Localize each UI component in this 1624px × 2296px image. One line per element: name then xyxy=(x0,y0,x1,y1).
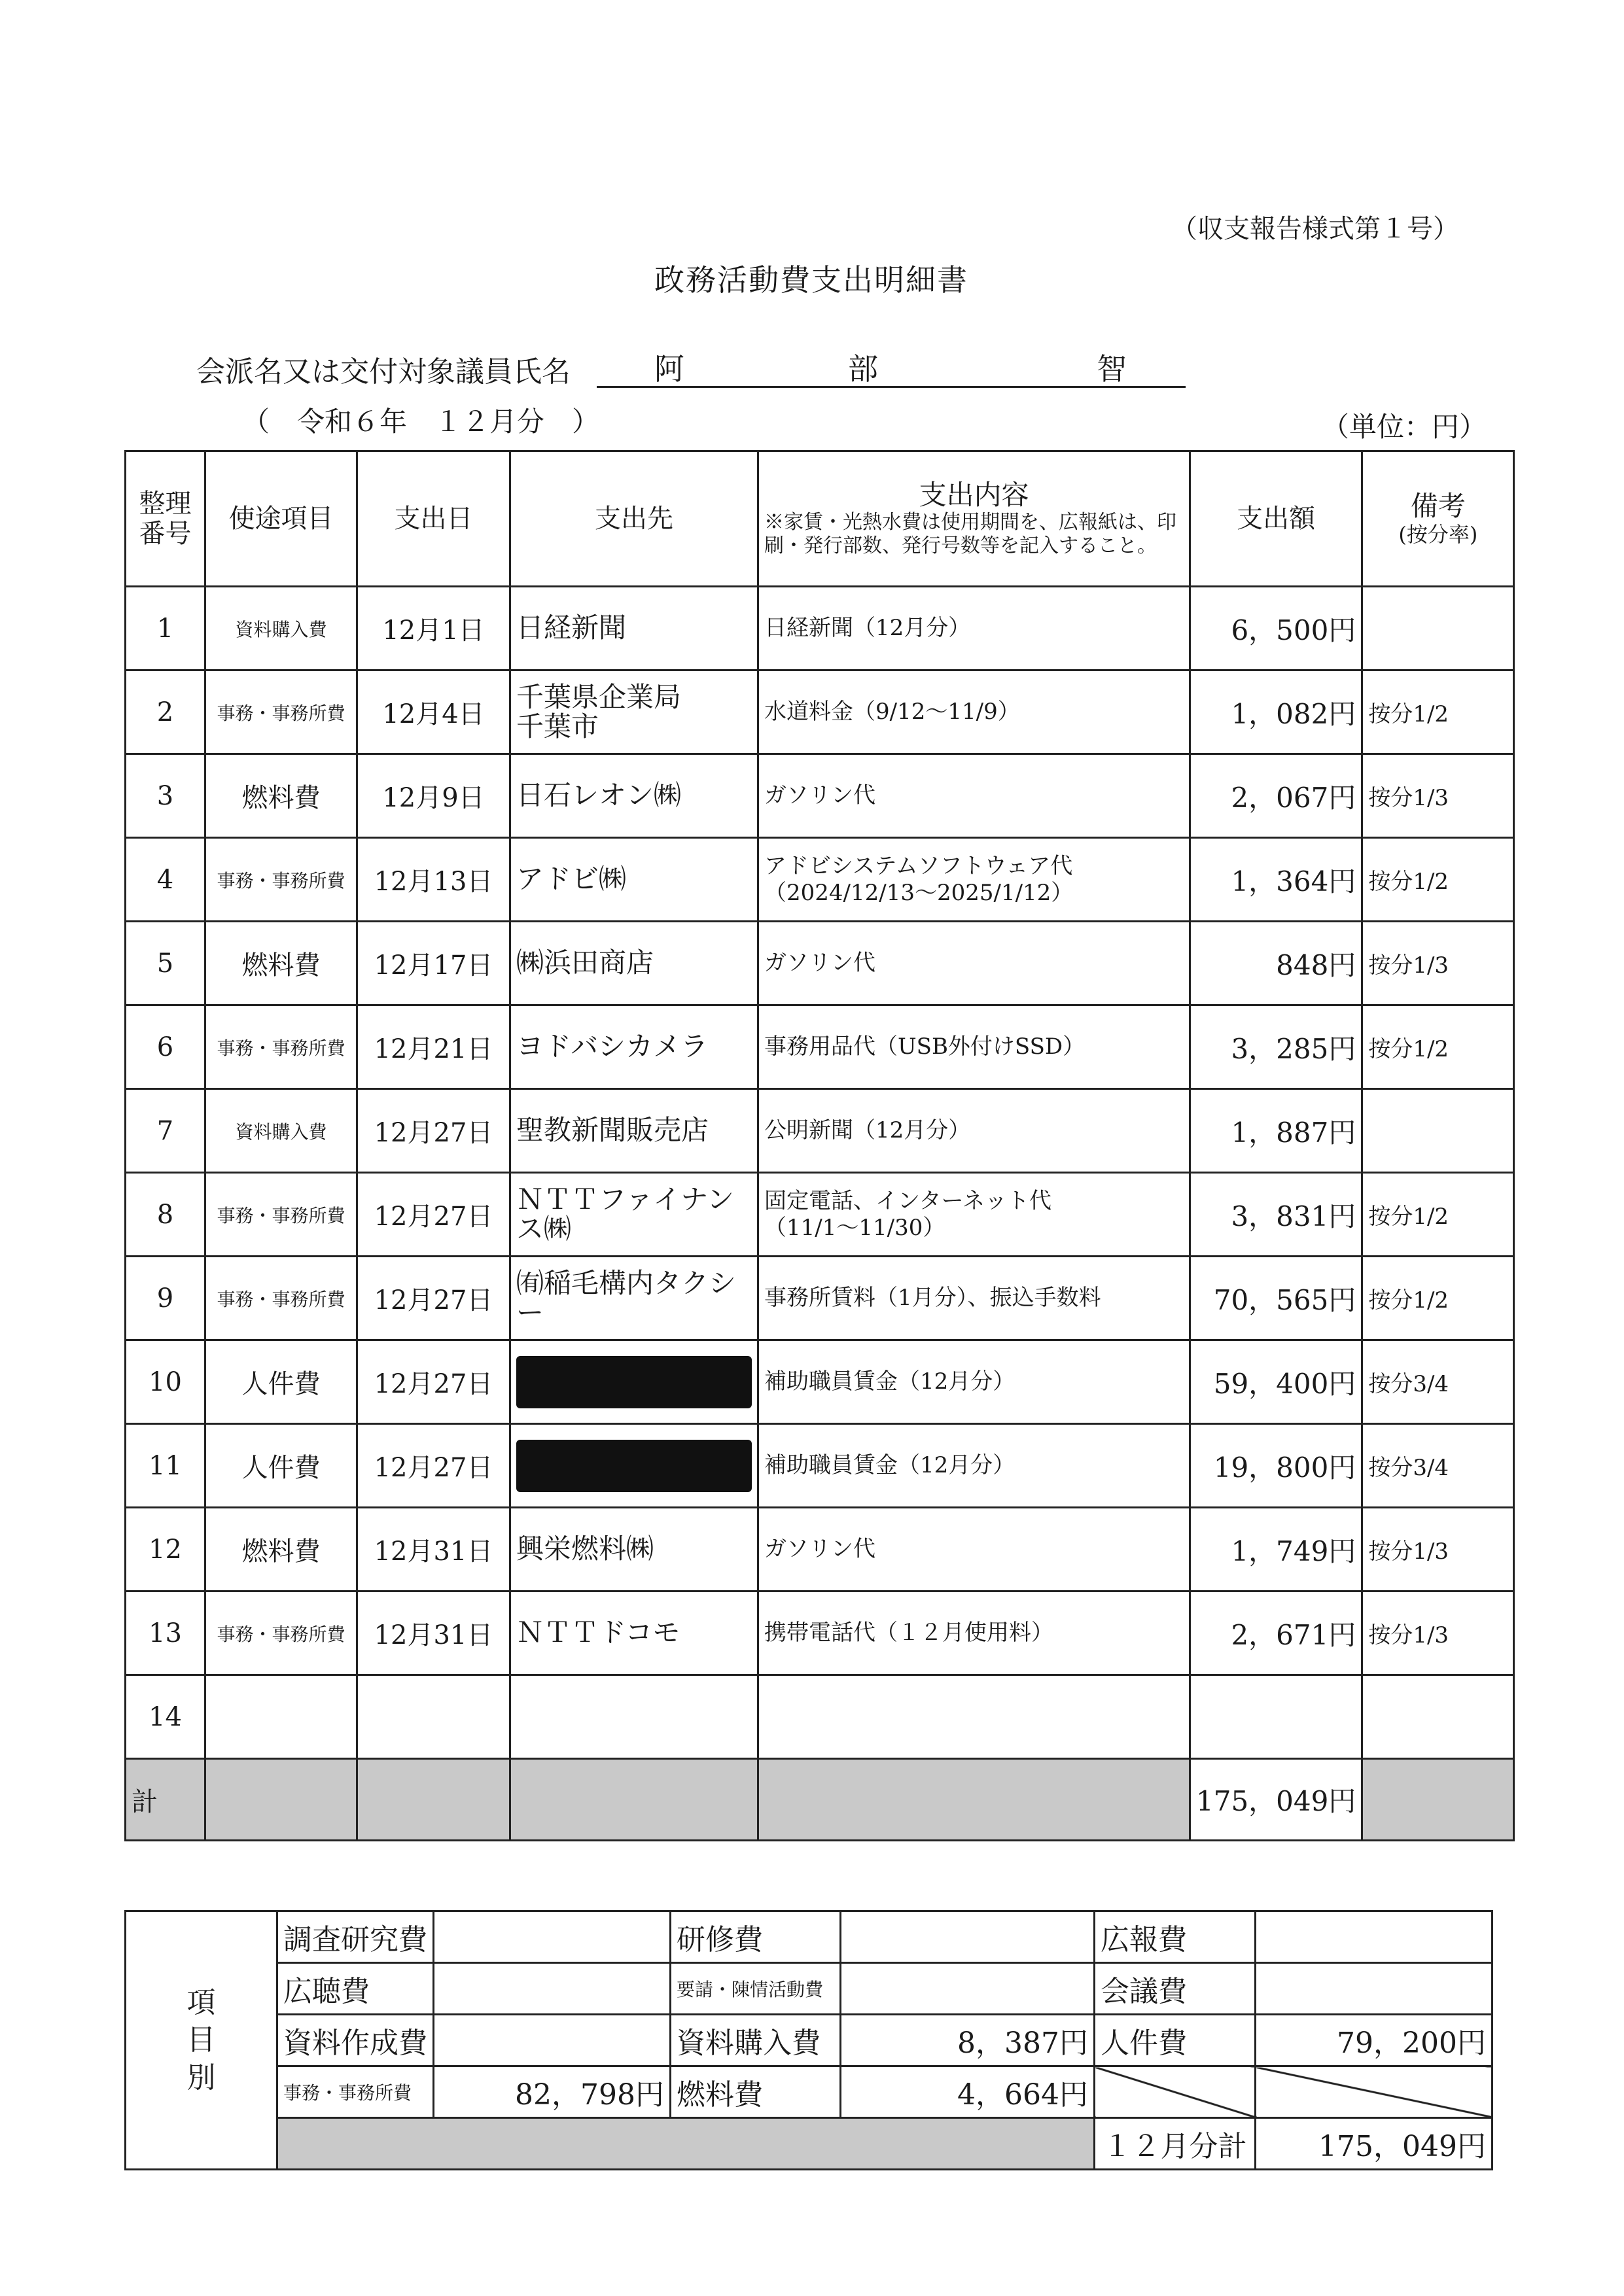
row-category: 燃料費 xyxy=(205,754,357,838)
row-number: 1 xyxy=(126,587,205,670)
row-note xyxy=(1362,1089,1514,1173)
row-number: 3 xyxy=(126,754,205,838)
row-detail: 補助職員賃金（12月分） xyxy=(758,1424,1190,1508)
row-number: 4 xyxy=(126,838,205,922)
row-date: 12月9日 xyxy=(357,754,510,838)
row-date: 12月31日 xyxy=(357,1592,510,1675)
summary-month-total-value: 175，049円 xyxy=(1256,2118,1492,2170)
row-detail: 事務所賃料（1月分）、振込手数料 xyxy=(758,1257,1190,1340)
table-row xyxy=(126,1257,1514,1340)
row-date: 12月13日 xyxy=(357,838,510,922)
row-note: 按分1/2 xyxy=(1362,1257,1514,1340)
row-category: 資料購入費 xyxy=(205,587,357,670)
summary-label-kouchou: 広聴費 xyxy=(277,1963,434,2015)
table-row xyxy=(126,1592,1514,1675)
member-name-char-3: 智 xyxy=(1097,351,1127,387)
row-payee xyxy=(510,1424,758,1508)
row-number: 10 xyxy=(126,1340,205,1424)
row-note: 按分1/3 xyxy=(1362,1508,1514,1592)
redaction-block xyxy=(516,1440,752,1492)
row-note: 按分1/3 xyxy=(1362,1592,1514,1675)
row-category: 燃料費 xyxy=(205,1508,357,1592)
row-detail: 公明新聞（12月分） xyxy=(758,1089,1190,1173)
row-date: 12月1日 xyxy=(357,587,510,670)
row-payee xyxy=(510,1340,758,1424)
header-detail-note: ※家賃・光熱水費は使用期間を、広報紙は、印刷・発行部数、発行号数等を記入すること。 xyxy=(764,511,1176,558)
row-date xyxy=(357,1675,510,1759)
summary-diagonal-cell-2 xyxy=(1256,2066,1492,2118)
summary-value-shiryo-kounyu: 8，387円 xyxy=(841,2015,1095,2066)
table-row xyxy=(126,838,1514,922)
header-note-sub: (按分率) xyxy=(1398,521,1478,547)
row-amount: 6，500円 xyxy=(1190,587,1362,670)
row-payee: アドビ㈱ xyxy=(510,838,758,922)
row-payee: 興栄燃料㈱ xyxy=(510,1508,758,1592)
row-amount xyxy=(1190,1675,1362,1759)
row-number: 14 xyxy=(126,1675,205,1759)
row-amount: 3，831円 xyxy=(1190,1173,1362,1257)
row-date: 12月21日 xyxy=(357,1005,510,1089)
row-number: 2 xyxy=(126,670,205,754)
row-date: 12月27日 xyxy=(357,1089,510,1173)
row-category: 事務・事務所費 xyxy=(205,838,357,922)
table-row xyxy=(126,1005,1514,1089)
row-date: 12月4日 xyxy=(357,670,510,754)
summary-value-shiryo-sakusei xyxy=(434,2015,671,2066)
row-note: 按分1/3 xyxy=(1362,754,1514,838)
summary-label-jimu: 事務・事務所費 xyxy=(277,2066,434,2118)
expense-table-header xyxy=(126,451,1514,587)
row-note: 按分1/2 xyxy=(1362,1005,1514,1089)
row-category: 事務・事務所費 xyxy=(205,1173,357,1257)
row-category: 人件費 xyxy=(205,1424,357,1508)
row-note: 按分1/2 xyxy=(1362,670,1514,754)
summary-shaded-area xyxy=(277,2118,1095,2170)
summary-label-kouhou: 広報費 xyxy=(1095,1911,1256,1963)
row-payee: ＮＴＴファイナンス㈱ xyxy=(510,1173,758,1257)
row-detail: 事務用品代（USB外付けSSD） xyxy=(758,1005,1190,1089)
row-amount: 2，671円 xyxy=(1190,1592,1362,1675)
table-row xyxy=(126,670,1514,754)
member-name-label: 会派名又は交付対象議員氏名 xyxy=(196,355,571,389)
table-row xyxy=(126,754,1514,838)
row-amount: 1，364円 xyxy=(1190,838,1362,922)
header-num: 整理 番号 xyxy=(126,451,205,587)
total-amount: 175，049円 xyxy=(1190,1759,1362,1841)
total-empty-cell xyxy=(205,1759,357,1841)
row-note: 按分3/4 xyxy=(1362,1340,1514,1424)
total-note-cell xyxy=(1362,1759,1514,1841)
row-number: 8 xyxy=(126,1173,205,1257)
summary-side-header: 項 目 別 xyxy=(126,1911,277,2170)
row-amount: 1，749円 xyxy=(1190,1508,1362,1592)
header-category: 使途項目 xyxy=(205,451,357,587)
summary-label-jinken: 人件費 xyxy=(1095,2015,1256,2066)
table-row xyxy=(126,587,1514,670)
table-row xyxy=(126,922,1514,1005)
row-detail: 水道料金（9/12～11/9） xyxy=(758,670,1190,754)
table-row xyxy=(126,1173,1514,1257)
row-payee: ㈱浜田商店 xyxy=(510,922,758,1005)
unit-label: （単位：円） xyxy=(1322,411,1487,443)
row-category: 人件費 xyxy=(205,1340,357,1424)
redaction-block xyxy=(516,1356,752,1408)
row-detail: 固定電話、インターネット代 （11/1～11/30） xyxy=(758,1173,1190,1257)
row-amount: 1，887円 xyxy=(1190,1089,1362,1173)
category-summary-table xyxy=(124,1910,1493,2170)
row-detail: 日経新聞（12月分） xyxy=(758,587,1190,670)
row-payee: ㈲稲毛構内タクシー xyxy=(510,1257,758,1340)
row-note: 按分3/4 xyxy=(1362,1424,1514,1508)
form-number: （収支報告様式第１号） xyxy=(1171,214,1459,244)
row-note xyxy=(1362,587,1514,670)
row-category: 事務・事務所費 xyxy=(205,1257,357,1340)
row-detail: ガソリン代 xyxy=(758,922,1190,1005)
table-row xyxy=(126,1089,1514,1173)
total-empty-cell xyxy=(510,1759,758,1841)
page-title: 政務活動費支出明細書 xyxy=(654,262,968,298)
row-amount: 19，800円 xyxy=(1190,1424,1362,1508)
row-amount: 59，400円 xyxy=(1190,1340,1362,1424)
total-empty-cell xyxy=(357,1759,510,1841)
row-amount: 2，067円 xyxy=(1190,754,1362,838)
row-category: 事務・事務所費 xyxy=(205,670,357,754)
row-number: 5 xyxy=(126,922,205,1005)
summary-label-nenryo: 燃料費 xyxy=(671,2066,841,2118)
summary-label-kaigi: 会議費 xyxy=(1095,1963,1256,2015)
row-detail: ガソリン代 xyxy=(758,754,1190,838)
row-number: 9 xyxy=(126,1257,205,1340)
row-detail: ガソリン代 xyxy=(758,1508,1190,1592)
summary-label-shiryo-sakusei: 資料作成費 xyxy=(277,2015,434,2066)
row-detail: 携帯電話代（１２月使用料） xyxy=(758,1592,1190,1675)
row-note: 按分1/2 xyxy=(1362,1173,1514,1257)
row-number: 11 xyxy=(126,1424,205,1508)
member-name-char-2: 部 xyxy=(848,351,878,387)
summary-label-chousa: 調査研究費 xyxy=(277,1911,434,1963)
row-payee: 聖教新聞販売店 xyxy=(510,1089,758,1173)
row-number: 6 xyxy=(126,1005,205,1089)
summary-value-chousa xyxy=(434,1911,671,1963)
row-category: 燃料費 xyxy=(205,922,357,1005)
row-payee: ヨドバシカメラ xyxy=(510,1005,758,1089)
row-detail: 補助職員賃金（12月分） xyxy=(758,1340,1190,1424)
row-category xyxy=(205,1675,357,1759)
total-empty-cell xyxy=(758,1759,1190,1841)
row-date: 12月27日 xyxy=(357,1173,510,1257)
row-note xyxy=(1362,1675,1514,1759)
header-note-title: 備考 xyxy=(1410,490,1466,523)
row-detail: アドビシステムソフトウェア代 （2024/12/13～2025/1/12） xyxy=(758,838,1190,922)
row-payee: 千葉県企業局 千葉市 xyxy=(510,670,758,754)
row-number: 7 xyxy=(126,1089,205,1173)
total-label: 計 xyxy=(126,1759,205,1841)
row-date: 12月17日 xyxy=(357,922,510,1005)
report-period: （ 令和６年 １２月分 ） xyxy=(242,406,600,438)
summary-value-jinken: 79，200円 xyxy=(1256,2015,1492,2066)
member-name-char-1: 阿 xyxy=(654,351,684,387)
row-note: 按分1/2 xyxy=(1362,838,1514,922)
row-detail xyxy=(758,1675,1190,1759)
table-row xyxy=(126,1675,1514,1759)
summary-value-kouchou xyxy=(434,1963,671,2015)
row-payee: ＮＴＴドコモ xyxy=(510,1592,758,1675)
row-number: 12 xyxy=(126,1508,205,1592)
row-amount: 848円 xyxy=(1190,922,1362,1005)
header-payee: 支出先 xyxy=(510,451,758,587)
row-category: 事務・事務所費 xyxy=(205,1592,357,1675)
header-amount: 支出額 xyxy=(1190,451,1362,587)
header-note xyxy=(1362,451,1514,587)
table-row xyxy=(126,1424,1514,1508)
row-note: 按分1/3 xyxy=(1362,922,1514,1005)
summary-label-shiryo-kounyu: 資料購入費 xyxy=(671,2015,841,2066)
row-amount: 3，285円 xyxy=(1190,1005,1362,1089)
table-row xyxy=(126,1508,1514,1592)
summary-label-yousei: 要請・陳情活動費 xyxy=(671,1963,841,2015)
row-payee: 日経新聞 xyxy=(510,587,758,670)
summary-value-kaigi xyxy=(1256,1963,1492,2015)
header-detail-title: 支出内容 xyxy=(919,478,1029,511)
header-detail xyxy=(758,451,1190,587)
row-payee: 日石レオン㈱ xyxy=(510,754,758,838)
summary-month-total-label: １２月分計 xyxy=(1095,2118,1256,2170)
row-number: 13 xyxy=(126,1592,205,1675)
summary-value-yousei xyxy=(841,1963,1095,2015)
header-date: 支出日 xyxy=(357,451,510,587)
summary-value-kouhou xyxy=(1256,1911,1492,1963)
expense-table xyxy=(124,450,1515,1841)
summary-value-jimu: 82，798円 xyxy=(434,2066,671,2118)
summary-diagonal-cell-1 xyxy=(1095,2066,1256,2118)
total-row xyxy=(126,1759,1514,1841)
row-date: 12月27日 xyxy=(357,1340,510,1424)
row-payee xyxy=(510,1675,758,1759)
row-category: 事務・事務所費 xyxy=(205,1005,357,1089)
row-date: 12月27日 xyxy=(357,1257,510,1340)
row-date: 12月31日 xyxy=(357,1508,510,1592)
row-date: 12月27日 xyxy=(357,1424,510,1508)
summary-value-kenshu xyxy=(841,1911,1095,1963)
row-category: 資料購入費 xyxy=(205,1089,357,1173)
summary-value-nenryo: 4，664円 xyxy=(841,2066,1095,2118)
row-amount: 1，082円 xyxy=(1190,670,1362,754)
row-amount: 70，565円 xyxy=(1190,1257,1362,1340)
summary-label-kenshu: 研修費 xyxy=(671,1911,841,1963)
table-row xyxy=(126,1340,1514,1424)
